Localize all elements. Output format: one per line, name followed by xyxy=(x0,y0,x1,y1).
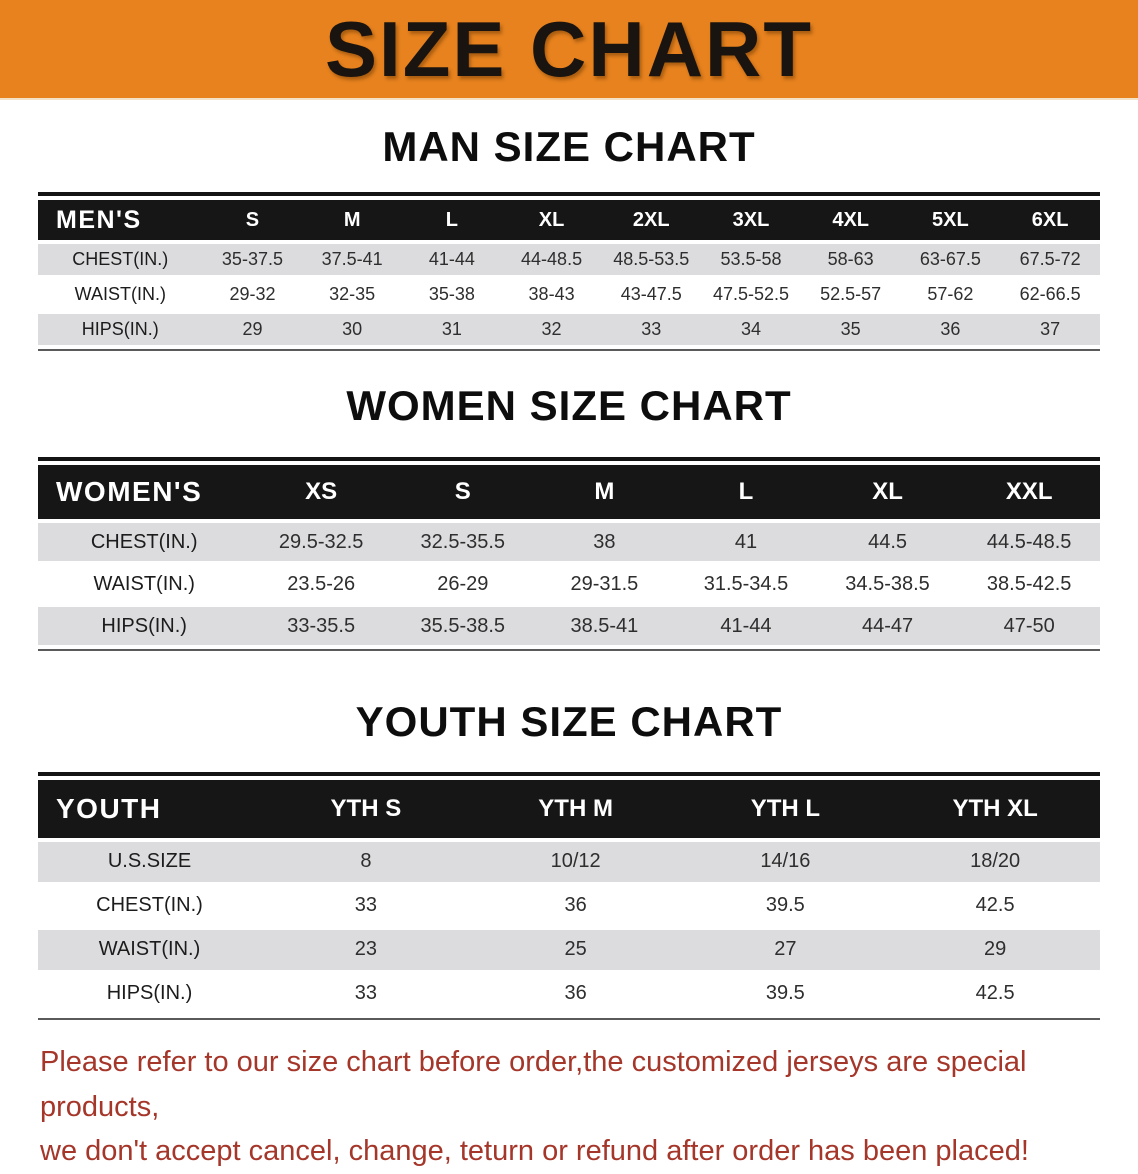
table-row xyxy=(38,886,1100,926)
disclaimer-line-1: Please refer to our size chart before order,the customized jerseys are special products, xyxy=(40,1045,1027,1123)
row-label: CHEST(IN.) xyxy=(72,249,169,270)
table-row xyxy=(38,930,1100,970)
size-value: 31.5-34.5 xyxy=(703,572,789,595)
size-value: 31 xyxy=(441,319,462,340)
size-value: 62-66.5 xyxy=(1019,284,1081,305)
size-column-header: L xyxy=(402,200,502,240)
size-column-header: YTH S xyxy=(261,780,471,838)
table-header-row xyxy=(38,200,1100,240)
size-value: 35-38 xyxy=(428,284,475,305)
size-value: 27 xyxy=(774,938,797,961)
size-column-header: 5XL xyxy=(901,200,1001,240)
size-value: 29 xyxy=(983,938,1007,961)
banner-title: SIZE CHART xyxy=(325,5,813,93)
size-column-header: L xyxy=(675,465,817,519)
table-header-row xyxy=(38,465,1100,519)
size-value: 37 xyxy=(1040,319,1061,340)
table-row xyxy=(38,314,1100,345)
size-value: 39.5 xyxy=(765,894,805,917)
youth-size-section xyxy=(0,699,1138,1019)
row-label: HIPS(IN.) xyxy=(106,982,193,1005)
size-value: 42.5 xyxy=(975,982,1015,1005)
table-row xyxy=(38,842,1100,882)
table-row xyxy=(38,565,1100,603)
size-value: 41-44 xyxy=(720,614,772,637)
size-value: 44-47 xyxy=(861,614,914,637)
table-corner-label: YOUTH xyxy=(38,780,261,838)
size-column-header: XS xyxy=(250,465,392,519)
women-size-section xyxy=(0,383,1138,651)
size-value: 25 xyxy=(564,938,587,961)
men-size-table xyxy=(38,196,1100,349)
size-column-header: YTH XL xyxy=(890,780,1100,838)
disclaimer-line-2: we don't accept cancel, change, teturn or refund after order has been placed! xyxy=(40,1135,1029,1168)
size-column-header: S xyxy=(392,465,534,519)
women-size-table xyxy=(38,461,1100,649)
size-value: 26-29 xyxy=(437,572,489,595)
size-column-header: YTH L xyxy=(680,780,890,838)
row-label: WAIST(IN.) xyxy=(98,938,201,961)
size-column-header: XL xyxy=(502,200,602,240)
size-value: 38-43 xyxy=(528,284,575,305)
size-value: 47.5-52.5 xyxy=(712,284,789,305)
size-value: 8 xyxy=(360,850,372,873)
size-value: 14/16 xyxy=(760,850,811,873)
table-row xyxy=(38,279,1100,310)
size-column-header: YTH M xyxy=(471,780,681,838)
size-value: 29.5-32.5 xyxy=(278,530,364,553)
size-column-header: 6XL xyxy=(1000,200,1100,240)
table-row xyxy=(38,974,1100,1014)
size-value: 32-35 xyxy=(329,284,376,305)
size-value: 36 xyxy=(940,319,961,340)
men-section-title: MAN SIZE CHART xyxy=(382,123,756,170)
size-column-header: XXL xyxy=(958,465,1100,519)
size-value: 44.5-48.5 xyxy=(986,530,1072,553)
size-value: 47-50 xyxy=(1003,614,1055,637)
size-value: 42.5 xyxy=(975,894,1015,917)
row-label: CHEST(IN.) xyxy=(96,894,203,917)
size-value: 44.5 xyxy=(868,530,908,553)
table-corner-label: MEN'S xyxy=(38,200,203,240)
size-value: 36 xyxy=(564,982,587,1005)
size-value: 67.5-72 xyxy=(1019,249,1081,270)
size-value: 33 xyxy=(641,319,662,340)
size-value: 58-63 xyxy=(827,249,874,270)
size-value: 34.5-38.5 xyxy=(845,572,930,595)
size-value: 63-67.5 xyxy=(919,249,981,270)
size-value: 35-37.5 xyxy=(221,249,283,270)
size-column-header: XL xyxy=(817,465,959,519)
men-size-section xyxy=(0,124,1138,351)
size-value: 41 xyxy=(734,530,758,553)
disclaimer-text xyxy=(40,1040,1098,1174)
size-column-header: 4XL xyxy=(801,200,901,240)
size-value: 38.5-42.5 xyxy=(986,572,1072,595)
size-value: 57-62 xyxy=(927,284,974,305)
size-value: 29-31.5 xyxy=(570,572,639,595)
row-label: HIPS(IN.) xyxy=(101,614,187,637)
men-size-table-wrap xyxy=(38,192,1100,351)
size-column-header: 3XL xyxy=(701,200,801,240)
size-chart-banner xyxy=(0,0,1138,100)
women-size-table-wrap xyxy=(38,457,1100,651)
row-label: HIPS(IN.) xyxy=(81,319,159,340)
youth-section-title: YOUTH SIZE CHART xyxy=(355,698,783,746)
size-column-header: 2XL xyxy=(601,200,701,240)
table-row xyxy=(38,523,1100,561)
size-value: 33 xyxy=(354,894,377,917)
size-value: 29 xyxy=(242,319,263,340)
size-value: 33-35.5 xyxy=(287,614,356,637)
size-value: 36 xyxy=(564,894,587,917)
table-header-row xyxy=(38,780,1100,838)
size-value: 52.5-57 xyxy=(820,284,882,305)
size-value: 44-48.5 xyxy=(521,249,583,270)
size-value: 32 xyxy=(541,319,562,340)
size-value: 18/20 xyxy=(970,850,1021,873)
size-value: 48.5-53.5 xyxy=(613,249,690,270)
size-value: 35 xyxy=(840,319,861,340)
size-value: 29-32 xyxy=(229,284,276,305)
size-value: 43-47.5 xyxy=(620,284,682,305)
row-label: U.S.SIZE xyxy=(107,850,192,873)
size-column-header: S xyxy=(203,200,303,240)
size-column-header: M xyxy=(302,200,402,240)
size-value: 37.5-41 xyxy=(321,249,383,270)
size-value: 23.5-26 xyxy=(287,572,356,595)
size-value: 30 xyxy=(342,319,363,340)
row-label: WAIST(IN.) xyxy=(74,284,166,305)
size-value: 33 xyxy=(354,982,377,1005)
size-value: 32.5-35.5 xyxy=(420,530,506,553)
size-column-header: M xyxy=(534,465,676,519)
youth-size-table-wrap xyxy=(38,772,1100,1020)
size-value: 53.5-58 xyxy=(720,249,782,270)
size-value: 38.5-41 xyxy=(570,614,639,637)
row-label: WAIST(IN.) xyxy=(93,572,195,595)
size-value: 34 xyxy=(740,319,761,340)
women-section-title: WOMEN SIZE CHART xyxy=(346,382,792,430)
table-corner-label: WOMEN'S xyxy=(38,465,250,519)
size-value: 39.5 xyxy=(765,982,805,1005)
size-value: 38 xyxy=(593,530,616,553)
table-row xyxy=(38,607,1100,645)
size-value: 23 xyxy=(354,938,377,961)
youth-size-table xyxy=(38,776,1100,1018)
row-label: CHEST(IN.) xyxy=(90,530,198,553)
table-row xyxy=(38,244,1100,275)
size-value: 10/12 xyxy=(550,850,601,873)
size-value: 35.5-38.5 xyxy=(420,614,506,637)
size-value: 41-44 xyxy=(428,249,475,270)
